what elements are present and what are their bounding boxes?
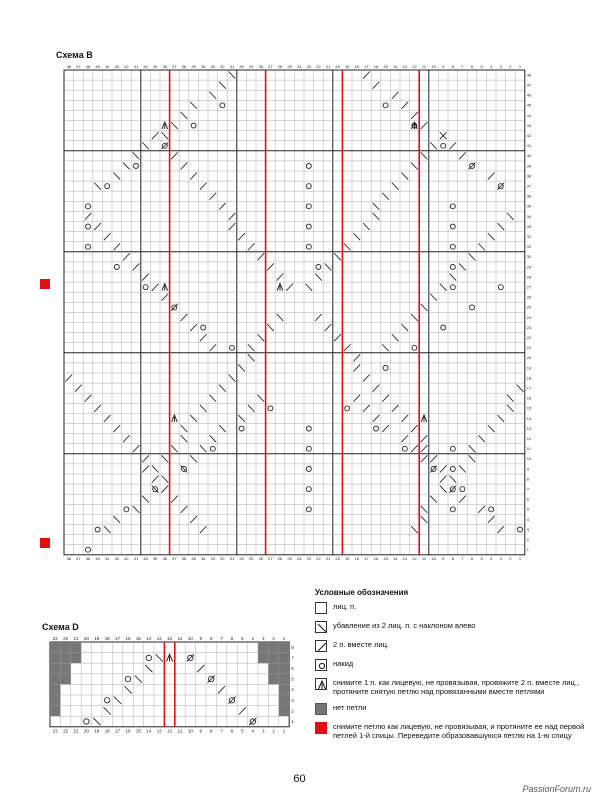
row-number: 3 <box>291 697 294 703</box>
column-number-bottom: 6 <box>230 728 234 734</box>
column-number-top: 16 <box>373 64 379 70</box>
column-number-top: 43 <box>114 64 120 70</box>
column-number-top: 1 <box>518 64 522 70</box>
no-stitch-cell <box>258 653 268 664</box>
column-number-top: 22 <box>63 636 69 642</box>
row-number: 44 <box>526 112 532 118</box>
row-number: 28 <box>526 274 532 280</box>
column-number-bottom: 27 <box>268 555 273 561</box>
column-number-top: 19 <box>344 64 350 70</box>
column-number-top: 14 <box>392 64 398 70</box>
row-number: 20 <box>526 355 532 361</box>
row-number: 6 <box>291 665 294 671</box>
column-number-bottom: 4 <box>490 555 493 561</box>
no-stitch-cell <box>71 642 81 653</box>
row-number: 11 <box>526 446 531 452</box>
row-number: 4 <box>291 687 294 693</box>
column-number-top: 23 <box>52 636 58 642</box>
row-number: 34 <box>526 213 532 219</box>
no-stitch-cell <box>50 684 60 695</box>
row-number: 16 <box>526 395 532 401</box>
row-number: 7 <box>526 486 530 492</box>
column-number-bottom: 17 <box>364 555 369 561</box>
column-number-bottom: 29 <box>248 555 254 561</box>
row-number: 15 <box>526 405 532 411</box>
column-number-top: 5 <box>241 636 244 642</box>
column-number-bottom: 48 <box>66 555 72 561</box>
sk2p-swatch-icon <box>315 678 327 690</box>
column-number-top: 1 <box>282 636 286 642</box>
column-number-top: 30 <box>239 64 244 70</box>
no-stitch-cell <box>50 674 60 685</box>
column-number-bottom: 9 <box>442 555 445 561</box>
column-number-top: 25 <box>287 64 292 70</box>
column-number-top: 6 <box>470 64 474 70</box>
red-marker-row-1 <box>40 538 50 548</box>
column-number-bottom: 10 <box>431 555 436 561</box>
k2tog-swatch-icon <box>315 640 327 652</box>
no-stitch-cell <box>279 684 289 695</box>
no-stitch-cell <box>50 642 60 653</box>
column-number-top: 4 <box>251 636 255 642</box>
column-number-bottom: 21 <box>73 728 79 734</box>
column-number-top: 2 <box>509 64 512 70</box>
column-number-top: 10 <box>431 64 436 70</box>
column-number-top: 2 <box>272 636 275 642</box>
column-number-top: 11 <box>421 64 427 70</box>
column-number-bottom: 31 <box>229 555 235 561</box>
legend-text: лиц. п. <box>333 602 357 612</box>
column-number-bottom: 12 <box>167 728 173 734</box>
column-number-top: 31 <box>229 64 235 70</box>
column-number-bottom: 36 <box>181 555 187 561</box>
column-number-top: 16 <box>125 636 131 642</box>
legend <box>315 588 585 748</box>
no-stitch-cell <box>268 674 278 685</box>
column-number-bottom: 26 <box>277 555 283 561</box>
column-number-bottom: 38 <box>162 555 168 561</box>
column-number-top: 45 <box>95 64 100 70</box>
column-number-bottom: 39 <box>152 555 158 561</box>
row-number: 17 <box>526 385 532 391</box>
row-number: 7 <box>291 655 294 661</box>
red-marker-row-29 <box>40 279 50 289</box>
column-number-bottom: 17 <box>115 728 121 734</box>
row-number: 8 <box>526 476 530 482</box>
column-number-bottom: 18 <box>104 728 110 734</box>
no-stitch-cell <box>268 663 278 674</box>
column-number-bottom: 2 <box>509 555 512 561</box>
row-number: 45 <box>526 102 532 108</box>
no-stitch-cell <box>50 663 60 674</box>
column-number-bottom: 22 <box>316 555 321 561</box>
column-number-top: 4 <box>490 64 493 70</box>
column-number-top: 12 <box>412 64 417 70</box>
column-number-bottom: 25 <box>287 555 292 561</box>
column-number-top: 18 <box>104 636 110 642</box>
column-number-bottom: 22 <box>63 728 69 734</box>
column-number-bottom: 6 <box>470 555 474 561</box>
row-number: 43 <box>526 122 532 128</box>
column-number-top: 33 <box>210 64 216 70</box>
no-stitch-cell <box>50 653 60 664</box>
row-number: 10 <box>526 456 532 462</box>
column-number-bottom: 46 <box>85 555 91 561</box>
column-number-bottom: 15 <box>383 555 388 561</box>
column-number-bottom: 47 <box>76 555 81 561</box>
column-number-bottom: 2 <box>272 728 275 734</box>
column-number-top: 20 <box>83 636 89 642</box>
row-number: 26 <box>526 294 532 300</box>
column-number-bottom: 23 <box>52 728 58 734</box>
column-number-top: 48 <box>66 64 72 70</box>
no-stitch-cell <box>60 663 70 674</box>
legend-item-k2tog <box>315 640 585 652</box>
column-number-bottom: 16 <box>373 555 379 561</box>
column-number-bottom: 43 <box>114 555 120 561</box>
column-number-top: 15 <box>383 64 388 70</box>
column-number-top: 8 <box>451 64 454 70</box>
row-number: 21 <box>526 345 532 351</box>
scheme-b-title: Схема В <box>56 50 93 60</box>
column-number-bottom: 11 <box>421 555 427 561</box>
column-number-top: 42 <box>124 64 129 70</box>
column-number-bottom: 20 <box>83 728 89 734</box>
row-number: 24 <box>526 314 532 320</box>
yo-swatch-icon <box>315 659 327 671</box>
no-stitch-cell <box>279 663 289 674</box>
watermark: PassionForum.ru <box>522 784 591 794</box>
legend-item-empty <box>315 602 585 614</box>
column-number-top: 27 <box>268 64 273 70</box>
no-stitch-cell <box>71 653 81 664</box>
column-number-bottom: 19 <box>94 728 100 734</box>
column-number-top: 24 <box>296 64 302 70</box>
row-number: 6 <box>526 496 530 502</box>
column-number-top: 46 <box>85 64 91 70</box>
column-number-bottom: 44 <box>104 555 110 561</box>
row-number: 2 <box>291 708 294 714</box>
column-number-bottom: 35 <box>191 555 196 561</box>
column-number-bottom: 1 <box>282 728 286 734</box>
column-number-bottom: 33 <box>210 555 216 561</box>
no-stitch-cell <box>60 653 70 664</box>
column-number-top: 11 <box>177 636 183 642</box>
column-number-bottom: 7 <box>220 728 223 734</box>
column-number-bottom: 5 <box>241 728 244 734</box>
row-number: 38 <box>526 173 532 179</box>
column-number-top: 47 <box>76 64 81 70</box>
column-number-bottom: 4 <box>251 728 255 734</box>
no-stitch-cell <box>268 642 278 653</box>
column-number-top: 17 <box>115 636 121 642</box>
column-number-bottom: 41 <box>133 555 139 561</box>
no-stitch-cell <box>50 706 60 717</box>
column-number-bottom: 19 <box>344 555 350 561</box>
column-number-bottom: 3 <box>261 728 265 734</box>
column-number-top: 10 <box>187 636 193 642</box>
no-stitch-cell <box>279 706 289 717</box>
column-number-bottom: 24 <box>296 555 302 561</box>
row-number: 42 <box>526 132 532 138</box>
column-number-top: 9 <box>442 64 445 70</box>
row-number: 5 <box>291 676 294 682</box>
column-number-top: 37 <box>172 64 177 70</box>
column-number-top: 23 <box>306 64 312 70</box>
column-number-top: 9 <box>199 636 203 642</box>
column-number-bottom: 11 <box>177 728 183 734</box>
column-number-top: 32 <box>220 64 225 70</box>
row-number: 8 <box>291 644 294 650</box>
column-number-top: 36 <box>181 64 187 70</box>
row-number: 25 <box>526 304 532 310</box>
row-number: 27 <box>526 284 532 290</box>
empty-swatch-icon <box>315 602 327 614</box>
legend-text: нет петли <box>333 703 367 713</box>
column-number-top: 34 <box>200 64 206 70</box>
column-number-top: 26 <box>277 64 283 70</box>
column-number-bottom: 3 <box>499 555 502 561</box>
column-number-bottom: 28 <box>258 555 264 561</box>
legend-item-yo <box>315 659 585 671</box>
row-number: 29 <box>526 264 532 270</box>
legend-text: снимите 1 п. как лицевую, не провязывая, провяжите 2 п. вместе лиц., протяните снятую петлю над провязанными вместе петлями <box>333 678 579 696</box>
column-number-bottom: 10 <box>187 728 193 734</box>
scheme-d-title: Схема D <box>42 622 79 632</box>
legend-text: накид <box>333 659 354 669</box>
row-number: 48 <box>526 72 532 78</box>
column-number-bottom: 13 <box>156 728 162 734</box>
no-stitch-cell <box>279 642 289 653</box>
column-number-top: 13 <box>156 636 162 642</box>
legend-text: 2 п. вместе лиц. <box>333 640 390 650</box>
row-number: 2 <box>526 536 530 542</box>
row-number: 41 <box>526 143 532 149</box>
legend-text: снимите петлю как лицевую, не провязывая, и протяните ее над первой петлей 1-й спицы. Переведите образовавшуюся петлю на 1-ю спицу <box>333 722 585 741</box>
column-number-bottom: 7 <box>461 555 464 561</box>
row-number: 18 <box>526 375 532 381</box>
legend-item-red <box>315 722 585 740</box>
legend-item-ssk <box>315 621 585 633</box>
row-number: 40 <box>526 153 532 159</box>
column-number-top: 18 <box>354 64 360 70</box>
column-number-bottom: 15 <box>135 728 141 734</box>
no-stitch-cell <box>279 695 289 706</box>
column-number-bottom: 8 <box>451 555 454 561</box>
page-number: 60 <box>293 773 306 785</box>
column-number-bottom: 14 <box>146 728 152 734</box>
column-number-bottom: 9 <box>199 728 203 734</box>
ssk-swatch-icon <box>315 621 327 633</box>
row-number: 32 <box>526 233 532 239</box>
legend-item-sk2p <box>315 678 585 696</box>
column-number-bottom: 13 <box>402 555 408 561</box>
column-number-bottom: 12 <box>412 555 417 561</box>
row-number: 46 <box>526 92 532 98</box>
column-number-top: 12 <box>167 636 173 642</box>
column-number-top: 7 <box>220 636 223 642</box>
no-stitch-cell <box>60 642 70 653</box>
no-stitch-cell <box>60 674 70 685</box>
column-number-bottom: 14 <box>392 555 398 561</box>
column-number-top: 21 <box>325 64 331 70</box>
column-number-top: 8 <box>209 636 213 642</box>
column-number-top: 29 <box>248 64 254 70</box>
row-number: 4 <box>526 516 530 522</box>
row-number: 13 <box>526 425 532 431</box>
row-number: 35 <box>526 203 532 209</box>
row-number: 23 <box>526 324 532 330</box>
column-number-top: 39 <box>152 64 158 70</box>
row-number: 5 <box>526 506 530 512</box>
column-number-top: 3 <box>499 64 502 70</box>
no-stitch-cell <box>258 642 268 653</box>
column-number-top: 21 <box>73 636 79 642</box>
column-number-bottom: 37 <box>172 555 177 561</box>
row-number: 37 <box>526 183 532 189</box>
row-number: 47 <box>526 82 532 88</box>
column-number-top: 19 <box>94 636 100 642</box>
column-number-bottom: 45 <box>95 555 100 561</box>
column-number-bottom: 16 <box>125 728 131 734</box>
row-number: 30 <box>526 254 532 260</box>
column-number-top: 7 <box>461 64 464 70</box>
legend-items <box>315 602 585 741</box>
no-stitch-cell <box>279 653 289 664</box>
row-number: 22 <box>526 334 532 340</box>
column-number-top: 41 <box>133 64 139 70</box>
no-stitch-cell <box>268 653 278 664</box>
column-number-bottom: 21 <box>325 555 331 561</box>
column-number-bottom: 18 <box>354 555 360 561</box>
column-number-top: 15 <box>135 636 141 642</box>
column-number-bottom: 23 <box>306 555 312 561</box>
row-number: 36 <box>526 193 532 199</box>
column-number-bottom: 42 <box>124 555 129 561</box>
legend-text: убавление из 2 лиц. п. с наклоном влево <box>333 621 476 631</box>
legend-item-gray <box>315 703 585 715</box>
scheme-b-chart <box>56 62 533 568</box>
column-number-top: 14 <box>146 636 152 642</box>
row-number: 39 <box>526 163 532 169</box>
column-number-bottom: 32 <box>220 555 225 561</box>
column-number-top: 3 <box>261 636 265 642</box>
row-number: 1 <box>291 718 294 724</box>
column-number-top: 20 <box>335 64 340 70</box>
column-number-top: 38 <box>162 64 168 70</box>
column-number-top: 17 <box>364 64 369 70</box>
column-number-bottom: 8 <box>209 728 213 734</box>
column-number-bottom: 40 <box>143 555 148 561</box>
gray-swatch-icon <box>315 703 327 715</box>
red-swatch-icon <box>315 722 327 734</box>
row-number: 12 <box>526 435 532 441</box>
column-number-top: 28 <box>258 64 264 70</box>
column-number-bottom: 34 <box>200 555 206 561</box>
column-number-top: 6 <box>230 636 234 642</box>
row-number: 1 <box>526 547 530 553</box>
row-number: 9 <box>526 466 530 472</box>
column-number-bottom: 30 <box>239 555 244 561</box>
no-stitch-cell <box>279 674 289 685</box>
column-number-bottom: 1 <box>518 555 522 561</box>
legend-heading: Условные обозначения <box>315 588 409 597</box>
row-number: 33 <box>526 223 532 229</box>
column-number-top: 35 <box>191 64 196 70</box>
column-number-bottom: 5 <box>480 555 483 561</box>
no-stitch-cell <box>50 695 60 706</box>
column-number-top: 40 <box>143 64 148 70</box>
column-number-bottom: 20 <box>335 555 340 561</box>
row-number: 14 <box>526 415 532 421</box>
column-number-top: 44 <box>104 64 110 70</box>
column-number-top: 5 <box>480 64 483 70</box>
scheme-d-chart <box>42 634 297 740</box>
row-number: 19 <box>526 365 532 371</box>
column-number-top: 13 <box>402 64 408 70</box>
row-number: 31 <box>526 244 532 250</box>
column-number-top: 22 <box>316 64 321 70</box>
row-number: 3 <box>526 526 530 532</box>
